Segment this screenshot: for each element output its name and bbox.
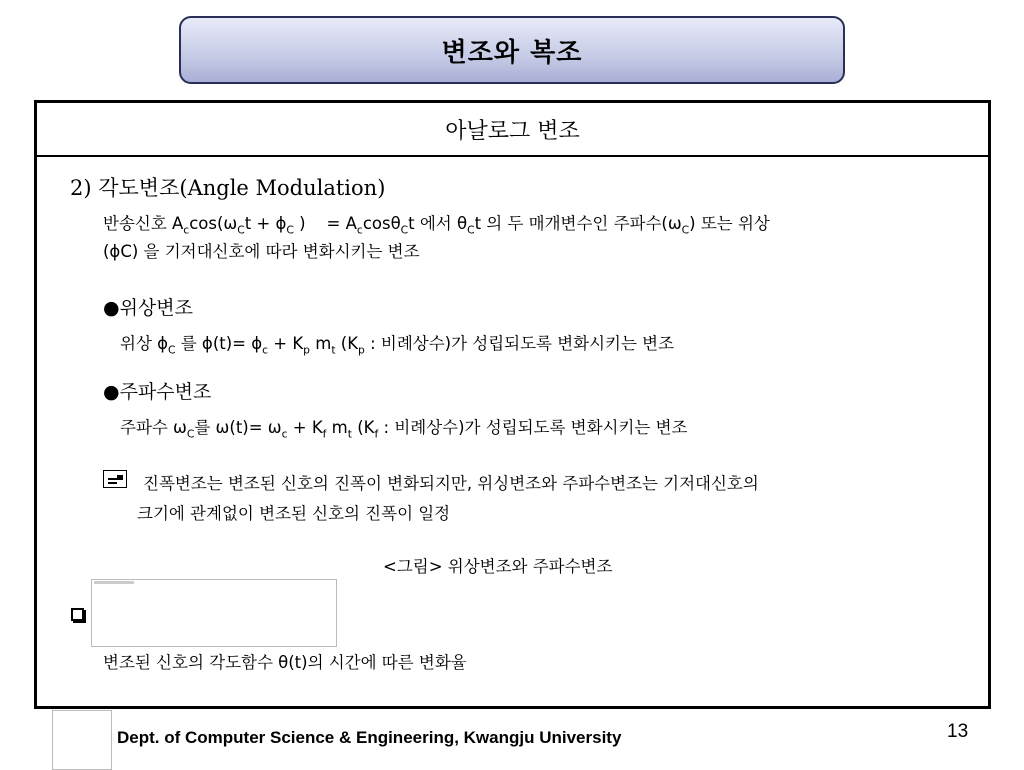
- figure-image-placeholder: [91, 579, 337, 647]
- intro-line-1: 반송신호 $A_c\cos(\omega_Ct + \phi_C$ ) = $A_c\cos\theta_Ct$ 에서 $\theta_Ct$ 의 두 매개변수인 주파수$(\omega_C)$ 또는 위상: [103, 214, 770, 237]
- note-line-1: 진폭변조는 변조된 신호의 진폭이 변화되지만, 위싱변조와 주파수변조는 기저대신호의: [143, 474, 759, 493]
- section-header: 아날로그 변조: [37, 103, 988, 157]
- intro-line-2: (ϕC) 을 기저대신호에 따라 변화시키는 변조: [103, 242, 420, 261]
- angle-change-rate-line: 변조된 신호의 각도함수 θ(t)의 시간에 따른 변화율: [103, 653, 467, 672]
- frequency-modulation-desc: 주파수 $\omega_C$를 $\omega(t)= \omega_c + K_f$ $m_t$ ($K_f$ : 비례상수)가 성립되도록 변화시키는 변조: [120, 418, 688, 441]
- slide-title: 변조와 복조: [441, 37, 583, 68]
- footer-text: Dept. of Computer Science & Engineering, Kwangju University: [117, 728, 622, 747]
- section-heading: 2) 각도변조(Angle Modulation): [70, 176, 386, 200]
- footer-logo-placeholder: [52, 710, 112, 770]
- page-number: 13: [947, 721, 969, 742]
- note-line-2: 크기에 관계없이 변조된 신호의 진폭이 일정: [137, 504, 451, 523]
- slide-title-box: [179, 16, 845, 84]
- note-icon: [103, 470, 127, 488]
- bullet-phase-modulation: ●위상변조: [103, 297, 193, 319]
- checkbox-bullet-icon: [71, 608, 84, 621]
- figure-caption: <그림> 위상변조와 주파수변조: [383, 557, 613, 576]
- bullet-frequency-modulation: ●주파수변조: [103, 381, 212, 403]
- phase-modulation-desc: 위상 $\phi_C$ 를 $\phi(t)= \phi_c + K_p$ $m_t$ ($K_p$ : 비례상수)가 성립되도록 변화시키는 변조: [120, 334, 675, 357]
